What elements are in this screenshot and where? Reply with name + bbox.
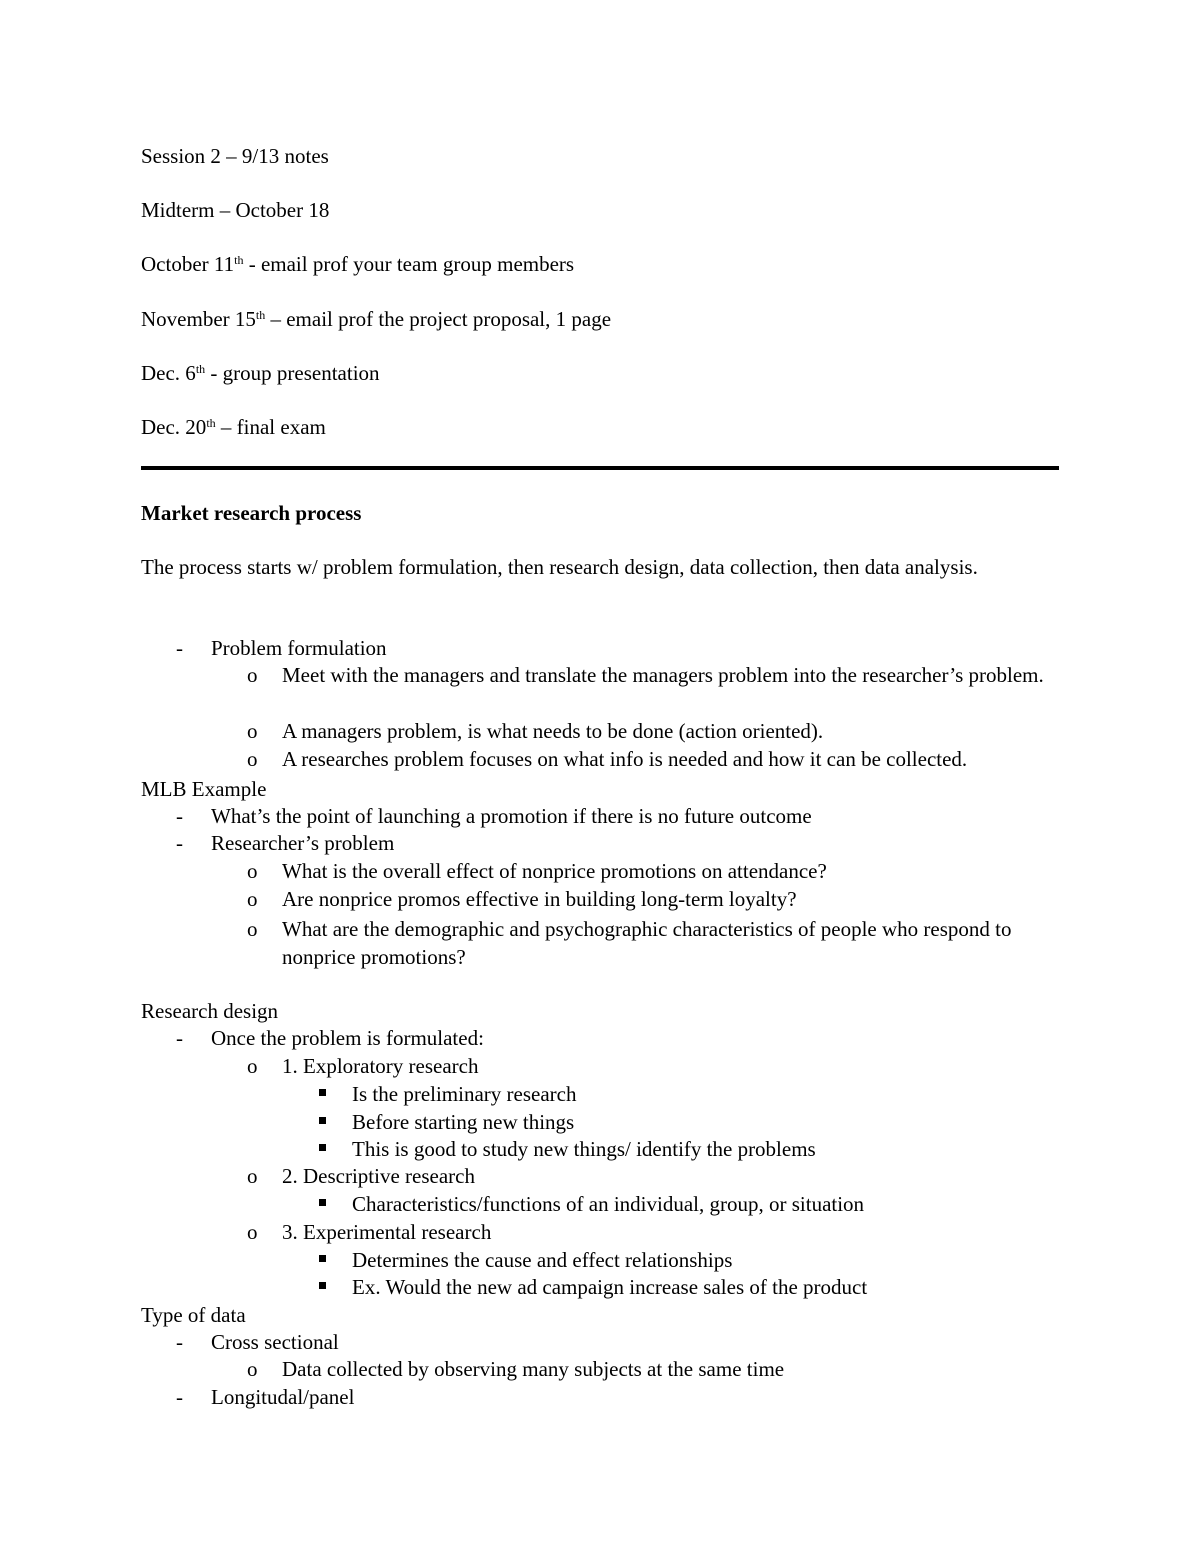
design-once: Once the problem is formulated: — [211, 1026, 484, 1050]
dec20-item: Dec. 20th – final exam — [141, 415, 326, 439]
circle-marker: o — [247, 719, 258, 743]
mlb-heading: MLB Example — [141, 777, 267, 801]
mlb-question-1: What is the overall effect of nonprice promotions on attendance? — [282, 859, 827, 883]
oct11-item: October 11th - email prof your team group members — [141, 252, 575, 276]
circle-marker: o — [247, 887, 258, 911]
circle-marker: o — [247, 747, 258, 771]
dec6-item: Dec. 6th - group presentation — [141, 361, 380, 385]
mlb-point: What’s the point of launching a promotion if there is no future outcome — [211, 804, 812, 828]
type-of-data-heading: Type of data — [141, 1303, 246, 1327]
exploratory-label: 1. Exploratory research — [282, 1054, 479, 1078]
market-intro: The process starts w/ problem formulation, then research design, data collection, then data analysis. — [141, 555, 978, 579]
dash-marker: - — [176, 1385, 183, 1409]
experimental-item-2: Ex. Would the new ad campaign increase sales of the product — [352, 1275, 868, 1299]
square-bullet-icon — [319, 1255, 326, 1262]
pf-item-1: Meet with the managers and translate the managers problem into the researcher’s problem. — [282, 663, 1044, 687]
horizontal-rule — [141, 466, 1059, 470]
dash-marker: - — [176, 1026, 183, 1050]
dash-marker: - — [176, 636, 183, 660]
experimental-label: 3. Experimental research — [282, 1220, 492, 1244]
circle-marker: o — [247, 663, 258, 687]
descriptive-label: 2. Descriptive research — [282, 1164, 475, 1188]
midterm-date: Midterm – October 18 — [141, 198, 330, 222]
pf-item-3: A researches problem focuses on what info is needed and how it can be collected. — [282, 747, 968, 771]
exploratory-item-1: Is the preliminary research — [352, 1082, 577, 1106]
research-design-heading: Research design — [141, 999, 279, 1023]
square-bullet-icon — [319, 1117, 326, 1124]
circle-marker: o — [247, 859, 258, 883]
longitudinal-label: Longitudal/panel — [211, 1385, 355, 1409]
problem-formulation-label: Problem formulation — [211, 636, 387, 660]
square-bullet-icon — [319, 1282, 326, 1289]
mlb-question-2: Are nonprice promos effective in building long-term loyalty? — [282, 887, 797, 911]
cross-sectional-label: Cross sectional — [211, 1330, 339, 1354]
square-bullet-icon — [319, 1144, 326, 1151]
nov15-item: November 15th – email prof the project proposal, 1 page — [141, 307, 612, 331]
researchers-problem-label: Researcher’s problem — [211, 831, 395, 855]
circle-marker: o — [247, 1164, 258, 1188]
cross-sectional-item: Data collected by observing many subjects at the same time — [282, 1357, 785, 1381]
experimental-item-1: Determines the cause and effect relationships — [352, 1248, 733, 1272]
circle-marker: o — [247, 917, 258, 941]
circle-marker: o — [247, 1220, 258, 1244]
mlb-question-3: What are the demographic and psychographic characteristics of people who respond to nonprice promotions? — [282, 917, 1012, 969]
square-bullet-icon — [319, 1089, 326, 1096]
session-title: Session 2 – 9/13 notes — [141, 144, 329, 168]
dash-marker: - — [176, 1330, 183, 1354]
market-heading: Market research process — [141, 501, 362, 525]
dash-marker: - — [176, 831, 183, 855]
dash-marker: - — [176, 804, 183, 828]
exploratory-item-3: This is good to study new things/ identify the problems — [352, 1137, 816, 1161]
exploratory-item-2: Before starting new things — [352, 1110, 575, 1134]
circle-marker: o — [247, 1054, 258, 1078]
square-bullet-icon — [319, 1199, 326, 1206]
descriptive-item-1: Characteristics/functions of an individual, group, or situation — [352, 1192, 865, 1216]
pf-item-2: A managers problem, is what needs to be done (action oriented). — [282, 719, 824, 743]
circle-marker: o — [247, 1357, 258, 1381]
